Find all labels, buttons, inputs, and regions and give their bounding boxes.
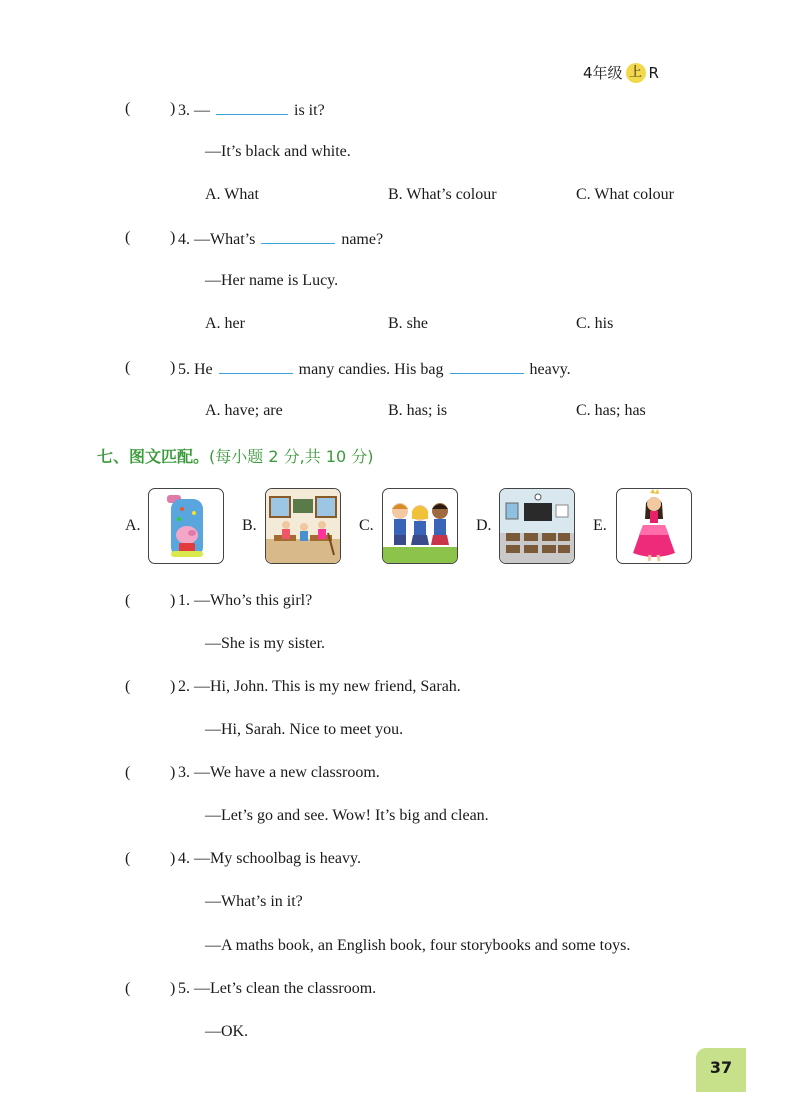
answer-paren-right: ) xyxy=(170,980,176,997)
answer-line: —Let’s go and see. Wow! It’s big and clean. xyxy=(205,807,489,824)
volume-badge: 上 xyxy=(626,63,646,83)
question-line xyxy=(178,100,325,120)
answer-paren-left: ( xyxy=(125,980,131,997)
image-label-a: A. xyxy=(125,517,141,534)
question-line: 5. —Let’s clean the classroom. xyxy=(178,980,377,997)
answer-paren-right: ) xyxy=(170,100,176,117)
answer-paren-left: ( xyxy=(125,359,131,376)
answer-paren-left: ( xyxy=(125,764,131,781)
option-b: B. she xyxy=(388,315,428,332)
question-line xyxy=(178,359,571,379)
image-label-e: E. xyxy=(593,517,607,534)
section-heading: 七、图文匹配。 xyxy=(97,447,210,466)
option-b: B. has; is xyxy=(388,402,448,419)
answer-paren-right: ) xyxy=(170,678,176,695)
answer-blank[interactable] xyxy=(216,100,288,115)
answer-blank[interactable] xyxy=(450,359,524,374)
children-icon xyxy=(382,488,458,564)
section-title xyxy=(97,444,373,467)
question-line: 4. —My schoolbag is heavy. xyxy=(178,850,361,867)
section-score: (每小题 2 分,共 10 分) xyxy=(209,447,374,466)
classroom-cleaning-icon xyxy=(265,488,341,564)
answer-paren-right: ) xyxy=(170,850,176,867)
answer-line: —Her name is Lucy. xyxy=(205,272,339,289)
answer-paren-left: ( xyxy=(125,678,131,695)
answer-paren-right: ) xyxy=(170,764,176,781)
question-text: heavy. xyxy=(529,361,571,378)
grade-label: 4年级 xyxy=(583,64,623,82)
answer-paren-right: ) xyxy=(170,359,176,376)
answer-blank[interactable] xyxy=(261,229,335,244)
question-line: 3. —We have a new classroom. xyxy=(178,764,380,781)
option-a: A. her xyxy=(205,315,245,332)
question-text: many candies. His bag xyxy=(298,361,444,378)
image-label-b: B. xyxy=(242,517,257,534)
answer-line: —It’s black and white. xyxy=(205,143,351,160)
question-line: 1. —Who’s this girl? xyxy=(178,592,313,609)
question-text: 4. —What’s xyxy=(178,231,256,248)
answer-line: —OK. xyxy=(205,1023,249,1040)
option-b: B. What’s colour xyxy=(388,186,497,203)
question-text: 3. — xyxy=(178,102,210,119)
answer-paren-right: ) xyxy=(170,592,176,609)
answer-paren-left: ( xyxy=(125,592,131,609)
option-a: A. What xyxy=(205,186,259,203)
option-c: C. What colour xyxy=(576,186,674,203)
answer-paren-right: ) xyxy=(170,229,176,246)
question-line: 2. —Hi, John. This is my new friend, Sarah. xyxy=(178,678,461,695)
question-text: 5. He xyxy=(178,361,213,378)
grade-header xyxy=(583,62,659,83)
image-label-d: D. xyxy=(476,517,492,534)
answer-paren-left: ( xyxy=(125,229,131,246)
answer-paren-left: ( xyxy=(125,100,131,117)
image-label-c: C. xyxy=(359,517,374,534)
answer-line: —Hi, Sarah. Nice to meet you. xyxy=(205,721,404,738)
question-line xyxy=(178,229,383,249)
new-classroom-icon xyxy=(499,488,575,564)
girl-icon xyxy=(616,488,692,564)
answer-line: —She is my sister. xyxy=(205,635,326,652)
answer-line: —What’s in it? xyxy=(205,893,303,910)
page-number: 37 xyxy=(696,1048,746,1092)
question-text: is it? xyxy=(294,102,325,119)
option-a: A. have; are xyxy=(205,402,283,419)
schoolbag-icon xyxy=(148,488,224,564)
option-c: C. has; has xyxy=(576,402,646,419)
question-text: name? xyxy=(341,231,384,248)
answer-line: —A maths book, an English book, four storybooks and some toys. xyxy=(205,937,631,954)
option-c: C. his xyxy=(576,315,614,332)
answer-paren-left: ( xyxy=(125,850,131,867)
edition-label: R xyxy=(648,63,659,82)
answer-blank[interactable] xyxy=(219,359,293,374)
